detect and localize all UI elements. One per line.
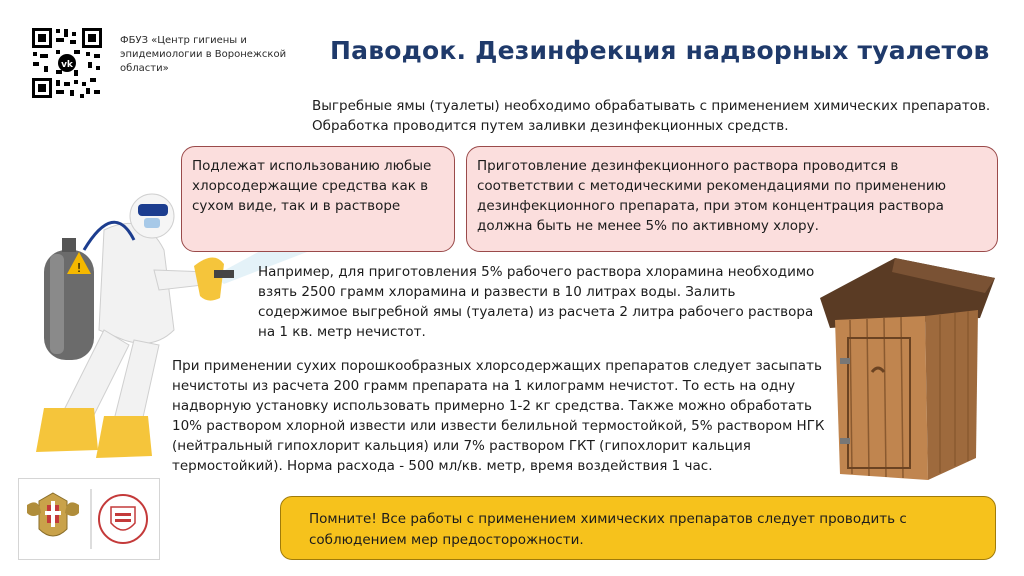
- chlorine-agents-box: Подлежат использованию любые хлорсодержащие средства как в сухом виде, так и в растворе: [181, 146, 455, 252]
- emblems-panel: [18, 478, 160, 560]
- intro-text: Выгребные ямы (туалеты) необходимо обрабатывать с применением химических препаратов. Обработка проводится путем заливки дезинфекционных средств.: [312, 98, 991, 134]
- safety-reminder: Помните! Все работы с применением химических препаратов следует проводить с соблюдением мер предосторожности.: [280, 496, 996, 560]
- solution-preparation-box: Приготовление дезинфекционного раствора проводится в соответствии с методическими рекомендациями по применению дезинфекционного препарата, при этом концентрация раствора должна быть не менее 5% по активному хлору.: [466, 146, 998, 252]
- qr-code-icon: [30, 26, 104, 100]
- chloramine-example-text: Например, для приготовления 5% рабочего раствора хлорамина необходимо взять 2500 грамм хлорамина и развести в 10 литрах воды. Залить содержимое выгребной ямы (туалета) из расчета 2 литра рабочего раствора на 1 кв. метр нечистот.: [258, 264, 815, 340]
- svg-text:vk: vk: [61, 60, 73, 70]
- hygiene-center-shield-icon: [99, 495, 147, 543]
- rospotrebnadzor-emblem-icon: [27, 493, 79, 536]
- org-name: ФБУЗ «Центр гигиены и эпидемиологии в Воронежской области»: [120, 35, 287, 74]
- svg-text:!: !: [76, 261, 82, 275]
- dry-method-text: При применении сухих порошкообразных хлорсодержащих препаратов следует засыпать нечистоты из расчета 200 грамм препарата на 1 килограмм нечистот. То есть на одну надворную установку использовать примерно 1-2 кг средства. Также можно обработать 10% раствором хлорной извести или извести белильной термостойкой, 5% раствором НГК (нейтральный гипохлорит кальция) или 7% раствором ГКТ (гипохлорит кальция термостойкий). Норма расхода - 500 мл/кв. метр, время воздействия 1 час.: [172, 358, 825, 474]
- page-title: Паводок. Дезинфекция надворных туалетов: [330, 36, 990, 65]
